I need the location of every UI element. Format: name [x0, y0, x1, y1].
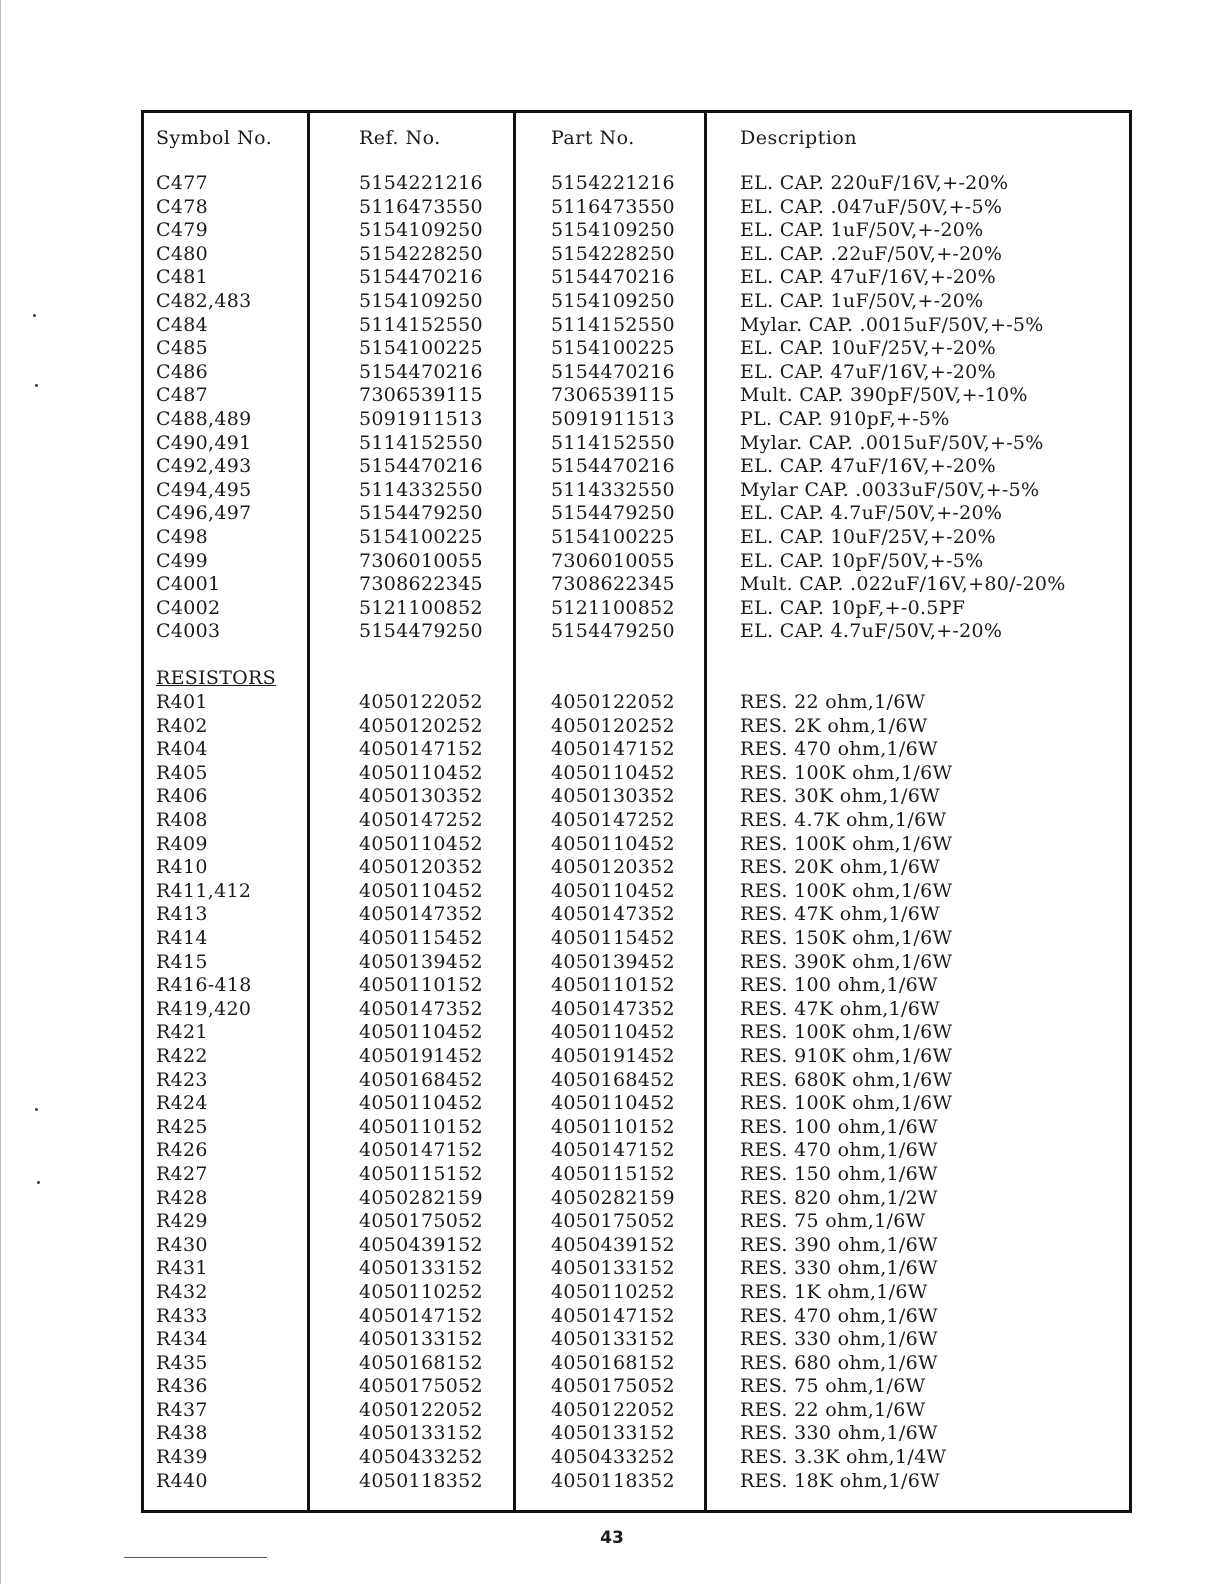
capacitor-ref-cell: 5114152550	[359, 431, 483, 454]
capacitor-part-cell: 5154109250	[551, 289, 675, 312]
resistor-part-cell: 4050433252	[551, 1446, 675, 1469]
capacitor-symbol-cell: C484	[156, 313, 209, 336]
capacitor-ref-cell: 5154470216	[359, 360, 483, 383]
resistor-ref-cell: 4050175052	[359, 1375, 483, 1398]
resistor-symbol-cell: R435	[156, 1351, 208, 1374]
resistor-part-cell: 4050175052	[551, 1210, 675, 1233]
resistor-symbol-cell: R438	[156, 1422, 208, 1445]
resistor-symbol-cell: R423	[156, 1068, 208, 1091]
column-divider	[513, 113, 516, 1510]
footnote-rule	[124, 1557, 267, 1558]
resistor-ref-cell: 4050439152	[359, 1233, 483, 1256]
capacitor-ref-cell: 5114332550	[359, 478, 483, 501]
resistor-ref-cell: 4050133152	[359, 1422, 483, 1445]
resistor-description-cell: RES. 100K ohm,1/6W	[740, 1092, 953, 1115]
resistor-description-cell: RES. 47K ohm,1/6W	[740, 903, 940, 926]
resistor-symbol-cell: R408	[156, 809, 208, 832]
capacitor-ref-cell: 5154479250	[359, 620, 483, 643]
capacitor-ref-cell: 5154470216	[359, 455, 483, 478]
parts-table	[141, 110, 1132, 1513]
resistor-description-cell: RES. 20K ohm,1/6W	[740, 856, 940, 879]
resistor-part-cell: 4050110452	[551, 1021, 675, 1044]
capacitor-ref-cell: 5154100225	[359, 337, 483, 360]
resistor-part-cell: 4050147152	[551, 738, 675, 761]
capacitor-description-cell: Mult. CAP. 390pF/50V,+-10%	[740, 384, 1028, 407]
resistors-section-title: RESISTORS	[156, 667, 276, 690]
capacitor-description-cell: Mylar. CAP. .0015uF/50V,+-5%	[740, 431, 1044, 454]
resistor-symbol-cell: R409	[156, 832, 208, 855]
resistor-ref-cell: 4050168452	[359, 1068, 483, 1091]
capacitor-part-cell: 5114152550	[551, 313, 675, 336]
resistor-symbol-cell: R432	[156, 1280, 208, 1303]
resistor-symbol-cell: R428	[156, 1186, 208, 1209]
capacitor-part-cell: 5114152550	[551, 431, 675, 454]
ref-header: Ref. No.	[359, 127, 441, 149]
resistor-ref-cell: 4050147152	[359, 1139, 483, 1162]
resistor-symbol-cell: R421	[156, 1021, 208, 1044]
resistor-part-cell: 4050110152	[551, 1115, 675, 1138]
capacitor-description-cell: EL. CAP. 1uF/50V,+-20%	[740, 219, 984, 242]
resistor-part-cell: 4050118352	[551, 1469, 675, 1492]
section-title-spacer	[740, 667, 1066, 691]
capacitor-symbol-cell: C492,493	[156, 455, 252, 478]
resistor-description-cell: RES. 100K ohm,1/6W	[740, 761, 953, 784]
capacitor-description-cell: EL. CAP. 10pF,+-0.5PF	[740, 596, 966, 619]
resistor-ref-cell: 4050110452	[359, 1021, 483, 1044]
resistor-symbol-cell: R413	[156, 903, 208, 926]
capacitor-description-cell: EL. CAP. 1uF/50V,+-20%	[740, 289, 984, 312]
resistor-part-cell: 4050133152	[551, 1257, 675, 1280]
resistor-part-cell: 4050110452	[551, 832, 675, 855]
resistor-description-cell: RES. 75 ohm,1/6W	[740, 1375, 926, 1398]
column-divider	[704, 113, 707, 1510]
capacitor-description-cell: EL. CAP. 47uF/16V,+-20%	[740, 455, 996, 478]
capacitor-part-cell: 7306010055	[551, 549, 675, 572]
capacitor-part-cell: 5121100852	[551, 596, 675, 619]
resistor-ref-cell: 4050191452	[359, 1044, 483, 1067]
resistor-symbol-cell: R429	[156, 1210, 208, 1233]
resistor-description-cell: RES. 100K ohm,1/6W	[740, 879, 953, 902]
capacitor-symbol-cell: C485	[156, 337, 209, 360]
resistor-ref-cell: 4050133152	[359, 1257, 483, 1280]
resistor-part-cell: 4050147252	[551, 809, 675, 832]
capacitor-ref-cell: 5114152550	[359, 313, 483, 336]
resistor-symbol-cell: R434	[156, 1328, 208, 1351]
capacitor-ref-cell: 5154109250	[359, 289, 483, 312]
resistor-description-cell: RES. 47K ohm,1/6W	[740, 997, 940, 1020]
section-gap	[551, 644, 675, 668]
capacitor-symbol-cell: C488,489	[156, 407, 252, 430]
resistor-part-cell: 4050147352	[551, 997, 675, 1020]
capacitor-part-cell: 5116473550	[551, 195, 675, 218]
capacitor-symbol-cell: C478	[156, 195, 209, 218]
capacitor-ref-cell: 7306539115	[359, 384, 483, 407]
resistor-ref-cell: 4050282159	[359, 1186, 483, 1209]
symbol-header: Symbol No.	[156, 127, 273, 149]
capacitor-description-cell: Mylar. CAP. .0015uF/50V,+-5%	[740, 313, 1044, 336]
resistor-ref-cell: 4050120352	[359, 856, 483, 879]
resistor-ref-cell: 4050118352	[359, 1469, 483, 1492]
capacitor-description-cell: EL. CAP. 10uF/25V,+-20%	[740, 525, 996, 548]
capacitor-part-cell: 5154479250	[551, 620, 675, 643]
capacitor-description-cell: EL. CAP. .22uF/50V,+-20%	[740, 242, 1003, 265]
resistor-part-cell: 4050147352	[551, 903, 675, 926]
page-edge	[0, 0, 1, 1584]
resistor-part-cell: 4050282159	[551, 1186, 675, 1209]
resistor-part-cell: 4050115452	[551, 927, 675, 949]
section-gap	[359, 644, 483, 668]
resistor-ref-cell: 4050122052	[359, 691, 483, 714]
resistor-ref-cell: 4050147252	[359, 809, 483, 832]
scan-speck	[37, 1181, 40, 1184]
capacitor-description-cell: Mylar CAP. .0033uF/50V,+-5%	[740, 478, 1040, 501]
resistor-ref-cell: 4050130352	[359, 785, 483, 808]
resistor-description-cell: RES. 680 ohm,1/6W	[740, 1351, 938, 1374]
resistor-description-cell: RES. 22 ohm,1/6W	[740, 1398, 926, 1421]
resistor-ref-cell: 4050115452	[359, 927, 483, 949]
resistor-ref-cell: 4050110152	[359, 1115, 483, 1138]
capacitor-symbol-cell: C486	[156, 360, 209, 383]
capacitor-symbol-cell: C4002	[156, 596, 221, 619]
capacitor-part-cell: 5091911513	[551, 407, 675, 430]
resistor-part-cell: 4050110252	[551, 1280, 675, 1303]
section-gap	[740, 644, 1066, 668]
resistor-part-cell: 4050168152	[551, 1351, 675, 1374]
section-title-spacer	[359, 667, 483, 691]
resistor-symbol-cell: R416-418	[156, 974, 252, 997]
capacitor-symbol-cell: C490,491	[156, 431, 252, 454]
resistor-part-cell: 4050191452	[551, 1044, 675, 1067]
resistor-part-cell: 4050175052	[551, 1375, 675, 1398]
resistor-symbol-cell: R424	[156, 1092, 208, 1115]
capacitor-part-cell: 5154470216	[551, 360, 675, 383]
capacitor-description-cell: EL. CAP. 47uF/16V,+-20%	[740, 266, 996, 289]
capacitor-ref-cell: 5154470216	[359, 266, 483, 289]
resistor-ref-cell: 4050110452	[359, 832, 483, 855]
capacitor-description-cell: Mult. CAP. .022uF/16V,+80/-20%	[740, 573, 1066, 596]
resistor-description-cell: RES. 75 ohm,1/6W	[740, 1210, 926, 1233]
resistor-ref-cell: 4050147152	[359, 738, 483, 761]
resistor-symbol-cell: R401	[156, 691, 208, 714]
resistor-symbol-cell: R431	[156, 1257, 208, 1280]
capacitor-part-cell: 5154470216	[551, 266, 675, 289]
resistor-symbol-cell: R411,412	[156, 879, 252, 902]
scan-speck	[33, 314, 36, 317]
resistor-part-cell: 4050133152	[551, 1328, 675, 1351]
resistor-ref-cell: 4050147352	[359, 997, 483, 1020]
resistor-description-cell: RES. 820 ohm,1/2W	[740, 1186, 938, 1209]
resistor-part-cell: 4050110152	[551, 974, 675, 997]
resistor-description-cell: RES. 390K ohm,1/6W	[740, 950, 953, 973]
capacitor-description-cell: EL. CAP. 220uF/16V,+-20%	[740, 172, 1009, 194]
resistor-symbol-cell: R430	[156, 1233, 208, 1256]
capacitor-symbol-cell: C499	[156, 549, 209, 572]
resistor-part-cell: 4050120352	[551, 856, 675, 879]
capacitor-symbol-cell: C494,495	[156, 478, 252, 501]
capacitor-ref-cell: 5154109250	[359, 219, 483, 242]
resistor-description-cell: RES. 4.7K ohm,1/6W	[740, 809, 947, 832]
capacitor-description-cell: EL. CAP. 47uF/16V,+-20%	[740, 360, 996, 383]
symbol-rows	[156, 172, 276, 1493]
capacitor-symbol-cell: C481	[156, 266, 209, 289]
capacitor-symbol-cell: C480	[156, 242, 209, 265]
resistor-description-cell: RES. 100 ohm,1/6W	[740, 1115, 938, 1138]
resistor-symbol-cell: R439	[156, 1446, 208, 1469]
description-header: Description	[740, 127, 858, 149]
scan-speck	[35, 384, 38, 387]
resistor-symbol-cell: R414	[156, 927, 208, 949]
resistor-description-cell: RES. 30K ohm,1/6W	[740, 785, 940, 808]
resistor-ref-cell: 4050110452	[359, 879, 483, 902]
capacitor-description-cell: EL. CAP. 10pF/50V,+-5%	[740, 549, 984, 572]
ref-rows	[359, 172, 483, 1493]
resistor-part-cell: 4050168452	[551, 1068, 675, 1091]
resistor-description-cell: RES. 100K ohm,1/6W	[740, 832, 953, 855]
resistor-part-cell: 4050147152	[551, 1139, 675, 1162]
capacitor-symbol-cell: C487	[156, 384, 209, 407]
resistor-ref-cell: 4050147352	[359, 903, 483, 926]
resistor-description-cell: RES. 2K ohm,1/6W	[740, 714, 928, 737]
resistor-description-cell: RES. 18K ohm,1/6W	[740, 1469, 940, 1492]
capacitor-part-cell: 5154109250	[551, 219, 675, 242]
resistor-description-cell: RES. 470 ohm,1/6W	[740, 738, 938, 761]
resistor-ref-cell: 4050122052	[359, 1398, 483, 1421]
capacitor-part-cell: 5114332550	[551, 478, 675, 501]
capacitor-part-cell: 5154470216	[551, 455, 675, 478]
capacitor-part-cell: 5154100225	[551, 337, 675, 360]
resistor-symbol-cell: R415	[156, 950, 208, 973]
resistor-symbol-cell: R427	[156, 1162, 208, 1185]
resistor-symbol-cell: R440	[156, 1469, 208, 1492]
capacitor-part-cell: 7308622345	[551, 573, 675, 596]
capacitor-ref-cell: 5154479250	[359, 502, 483, 525]
capacitor-ref-cell: 7306010055	[359, 549, 483, 572]
resistor-description-cell: RES. 680K ohm,1/6W	[740, 1068, 953, 1091]
resistor-part-cell: 4050133152	[551, 1422, 675, 1445]
resistor-ref-cell: 4050139452	[359, 950, 483, 973]
resistor-description-cell: RES. 150K ohm,1/6W	[740, 927, 953, 949]
resistor-part-cell: 4050130352	[551, 785, 675, 808]
resistor-ref-cell: 4050120252	[359, 714, 483, 737]
resistor-description-cell: RES. 470 ohm,1/6W	[740, 1139, 938, 1162]
capacitor-part-cell: 5154221216	[551, 172, 675, 194]
resistor-ref-cell: 4050110152	[359, 974, 483, 997]
resistor-ref-cell: 4050115152	[359, 1162, 483, 1185]
resistor-symbol-cell: R402	[156, 714, 208, 737]
resistor-part-cell: 4050120252	[551, 714, 675, 737]
resistor-ref-cell: 4050147152	[359, 1304, 483, 1327]
description-rows	[740, 172, 1066, 1493]
resistor-ref-cell: 4050110252	[359, 1280, 483, 1303]
resistor-ref-cell: 4050110452	[359, 1092, 483, 1115]
resistor-description-cell: RES. 150 ohm,1/6W	[740, 1162, 938, 1185]
part-rows	[551, 172, 675, 1493]
resistor-description-cell: RES. 1K ohm,1/6W	[740, 1280, 928, 1303]
capacitor-symbol-cell: C479	[156, 219, 209, 242]
page-number: 43	[600, 1528, 624, 1548]
resistor-symbol-cell: R410	[156, 856, 208, 879]
resistor-part-cell: 4050110452	[551, 1092, 675, 1115]
section-gap	[156, 644, 276, 668]
capacitor-ref-cell: 5154228250	[359, 242, 483, 265]
capacitor-symbol-cell: C4001	[156, 573, 221, 596]
resistor-description-cell: RES. 3.3K ohm,1/4W	[740, 1446, 947, 1469]
capacitor-part-cell: 5154479250	[551, 502, 675, 525]
resistor-symbol-cell: R422	[156, 1044, 208, 1067]
resistor-part-cell: 4050122052	[551, 1398, 675, 1421]
capacitor-symbol-cell: C482,483	[156, 289, 252, 312]
resistor-symbol-cell: R426	[156, 1139, 208, 1162]
resistor-description-cell: RES. 910K ohm,1/6W	[740, 1044, 953, 1067]
resistor-symbol-cell: R406	[156, 785, 208, 808]
resistor-part-cell: 4050110452	[551, 761, 675, 784]
column-divider	[307, 113, 310, 1510]
resistor-part-cell: 4050122052	[551, 691, 675, 714]
capacitor-symbol-cell: C477	[156, 172, 209, 194]
capacitor-description-cell: EL. CAP. 10uF/25V,+-20%	[740, 337, 996, 360]
capacitor-symbol-cell: C4003	[156, 620, 221, 643]
resistor-part-cell: 4050147152	[551, 1304, 675, 1327]
capacitor-ref-cell: 5091911513	[359, 407, 483, 430]
resistor-part-cell: 4050115152	[551, 1162, 675, 1185]
capacitor-part-cell: 5154228250	[551, 242, 675, 265]
resistor-ref-cell: 4050175052	[359, 1210, 483, 1233]
scan-speck	[35, 1108, 38, 1111]
section-title-spacer	[551, 667, 675, 691]
capacitor-symbol-cell: C496,497	[156, 502, 252, 525]
resistor-description-cell: RES. 390 ohm,1/6W	[740, 1233, 938, 1256]
capacitor-ref-cell: 5116473550	[359, 195, 483, 218]
resistor-description-cell: RES. 100 ohm,1/6W	[740, 974, 938, 997]
resistor-description-cell: RES. 22 ohm,1/6W	[740, 691, 926, 714]
resistor-description-cell: RES. 100K ohm,1/6W	[740, 1021, 953, 1044]
resistor-ref-cell: 4050110452	[359, 761, 483, 784]
part-header: Part No.	[551, 127, 635, 149]
resistor-part-cell: 4050439152	[551, 1233, 675, 1256]
capacitor-ref-cell: 5154100225	[359, 525, 483, 548]
resistor-symbol-cell: R433	[156, 1304, 208, 1327]
resistor-description-cell: RES. 330 ohm,1/6W	[740, 1257, 938, 1280]
resistor-symbol-cell: R436	[156, 1375, 208, 1398]
capacitor-ref-cell: 7308622345	[359, 573, 483, 596]
resistor-ref-cell: 4050133152	[359, 1328, 483, 1351]
resistor-description-cell: RES. 330 ohm,1/6W	[740, 1422, 938, 1445]
resistor-ref-cell: 4050168152	[359, 1351, 483, 1374]
capacitor-description-cell: PL. CAP. 910pF,+-5%	[740, 407, 950, 430]
resistor-part-cell: 4050110452	[551, 879, 675, 902]
resistor-symbol-cell: R425	[156, 1115, 208, 1138]
resistor-part-cell: 4050139452	[551, 950, 675, 973]
capacitor-symbol-cell: C498	[156, 525, 209, 548]
capacitor-ref-cell: 5121100852	[359, 596, 483, 619]
resistor-ref-cell: 4050433252	[359, 1446, 483, 1469]
resistor-symbol-cell: R404	[156, 738, 208, 761]
resistor-symbol-cell: R419,420	[156, 997, 252, 1020]
capacitor-part-cell: 5154100225	[551, 525, 675, 548]
resistor-symbol-cell: R437	[156, 1398, 208, 1421]
resistor-symbol-cell: R405	[156, 761, 208, 784]
capacitor-description-cell: EL. CAP. .047uF/50V,+-5%	[740, 195, 1003, 218]
resistor-description-cell: RES. 470 ohm,1/6W	[740, 1304, 938, 1327]
capacitor-part-cell: 7306539115	[551, 384, 675, 407]
capacitor-ref-cell: 5154221216	[359, 172, 483, 194]
capacitor-description-cell: EL. CAP. 4.7uF/50V,+-20%	[740, 502, 1003, 525]
resistor-description-cell: RES. 330 ohm,1/6W	[740, 1328, 938, 1351]
capacitor-description-cell: EL. CAP. 4.7uF/50V,+-20%	[740, 620, 1003, 643]
